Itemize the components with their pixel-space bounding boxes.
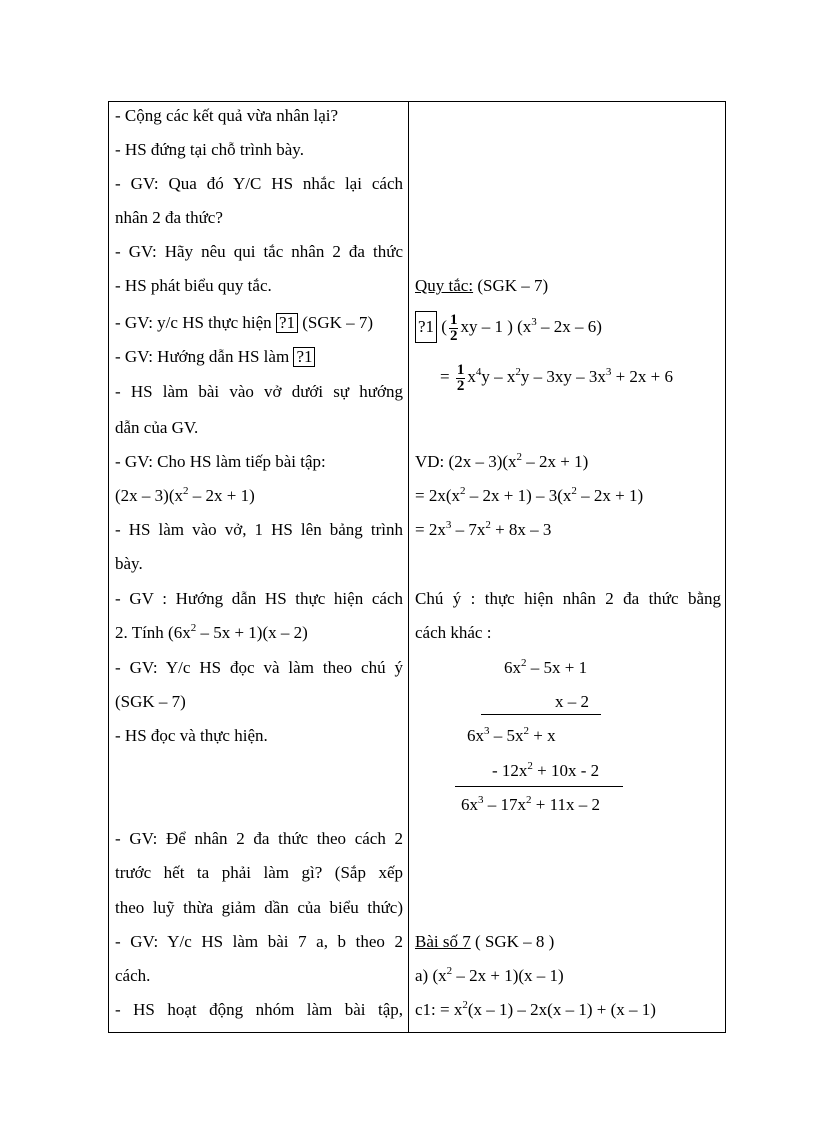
fraction-one-half: $\frac{1}{2}$ (449, 311, 458, 344)
left-line-15: - GV : Hướng dẫn HS thực hiện cách (115, 589, 403, 608)
left-line-18: (SGK – 7) (115, 692, 186, 711)
left-line-2: - HS đứng tại chỗ trình bày. (115, 140, 304, 159)
left-line-25: - HS hoạt động nhóm làm bài tập, (115, 1000, 403, 1019)
exercise-a-method-1: c1: = $x^2(x - 1) - 2x(x - 1) + (x - 1)$ (415, 999, 656, 1019)
left-line-21: trước hết ta phải làm gì? (Sắp xếp (115, 863, 403, 882)
note-line-2: cách khác : (415, 623, 492, 642)
example-line-1: VD: $(2x - 3)(x^2 - 2x + 1)$ (415, 451, 589, 471)
partial-product-2: - $12x^2 + 10x - 2$ (492, 760, 600, 780)
question-box: ?1 (415, 311, 437, 343)
left-line-6: - HS phát biểu quy tắc. (115, 276, 272, 295)
final-product: $6x^3 - 17x^2 + 11x - 2$ (461, 794, 600, 814)
column-divider (408, 102, 409, 1032)
left-line-22: theo luỹ thừa giảm dần của biểu thức) (115, 898, 403, 917)
left-line-7: - GV: y/c HS thực hiện ?1 (SGK – 7) (115, 313, 374, 332)
left-line-20: - GV: Để nhân 2 đa thức theo cách 2 (115, 829, 403, 848)
example-line-2: = $2x(x^2 - 2x + 1) - 3(x^2 - 2x + 1)$ (415, 485, 644, 505)
left-line-5: - GV: Hãy nêu qui tắc nhân 2 đa thức (115, 242, 403, 261)
left-line-12: $(2x - 3)(x^2 - 2x + 1)$ (115, 485, 255, 505)
multiplicand: $6x^2 - 5x + 1$ (504, 657, 588, 677)
example-line-3: = $2x^3 - 7x^2 + 8x - 3$ (415, 519, 552, 539)
question-box: ?1 (276, 313, 298, 333)
left-line-11: - GV: Cho HS làm tiếp bài tập: (115, 452, 326, 471)
rule-heading: Quy tắc: (SGK – 7) (415, 276, 549, 295)
left-line-19: - HS đọc và thực hiện. (115, 726, 268, 745)
left-line-10: dẫn của GV. (115, 418, 199, 437)
note-line-1: Chú ý : thực hiện nhân 2 đa thức bằng (415, 589, 721, 608)
left-line-14: bày. (115, 554, 143, 573)
left-line-8: - GV: Hướng dẫn HS làm ?1 (115, 347, 403, 367)
left-line-3: - GV: Qua đó Y/C HS nhắc lại cách (115, 174, 403, 193)
fraction-one-half: $\frac{1}{2}$ (456, 361, 465, 394)
sum-rule-line (455, 786, 623, 787)
exercise-a: a) $(x^2 - 2x + 1)(x - 1)$ (415, 965, 564, 985)
question-1-result: = $\frac{1}{2}$ $x^4y - x^2y - 3xy - 3x^3 + 2x + 6$ (440, 361, 674, 394)
left-line-23: - GV: Y/c HS làm bài 7 a, b theo 2 (115, 932, 403, 951)
exercise-heading: Bài số 7 ( SGK – 8 ) (415, 932, 555, 951)
left-line-9: - HS làm bài vào vở dưới sự hướng (115, 382, 403, 401)
left-line-17: - GV: Y/c HS đọc và làm theo chú ý (115, 658, 403, 677)
left-line-13: - HS làm vào vở, 1 HS lên bảng trình (115, 520, 403, 539)
left-line-16: 2. Tính $(6x^2 - 5x + 1)(x - 2)$ (115, 622, 308, 642)
question-box: ?1 (293, 347, 315, 367)
lesson-table (108, 101, 726, 1033)
question-1-expression: ?1 ( $\frac{1}{2}$ xy – 1 ) $(x^3 - 2x - 6)$ (415, 311, 721, 344)
left-line-1: - Cộng các kết quả vừa nhân lại? (115, 106, 339, 125)
left-line-24: cách. (115, 966, 151, 985)
left-line-4: nhân 2 đa thức? (115, 208, 223, 227)
partial-product-1: $6x^3 - 5x^2 + x$ (467, 725, 556, 745)
multiplier: x – 2 (555, 692, 589, 711)
multiply-rule-line (481, 714, 601, 715)
